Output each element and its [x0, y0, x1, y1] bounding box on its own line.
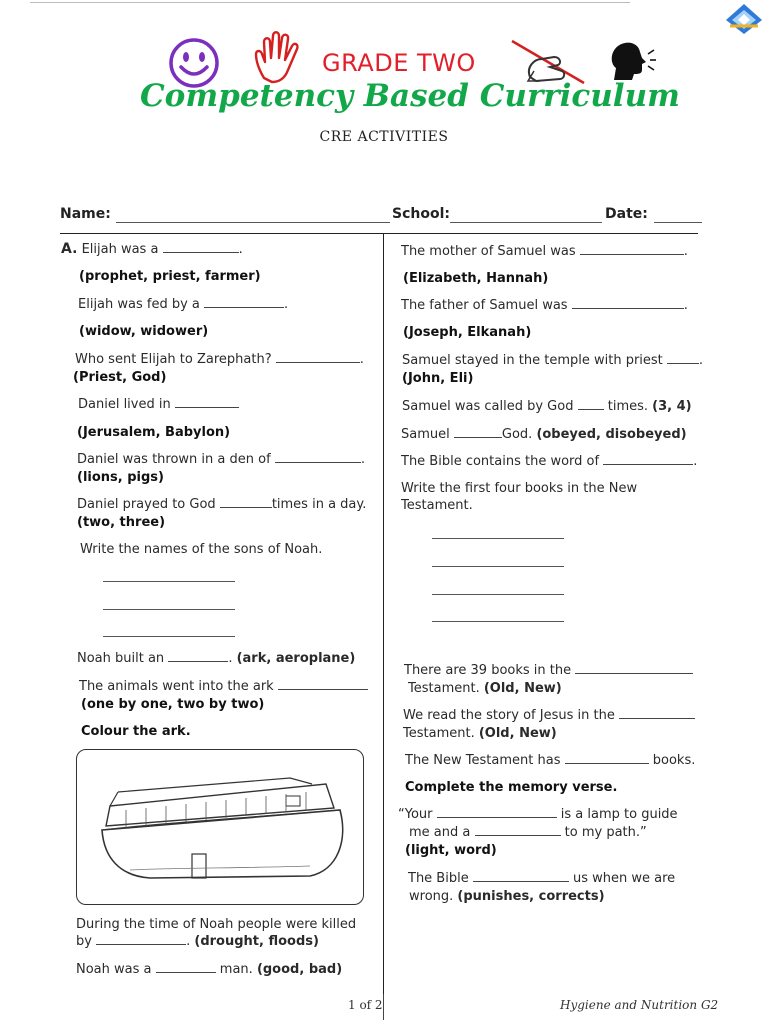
school-label: School: [392, 206, 450, 222]
right-q10: The New Testament has books. [405, 753, 696, 768]
page-number: 1 of 2 [348, 998, 383, 1012]
right-q6: The Bible contains the word of . [401, 454, 698, 469]
right-q13: The Bible us when we are [408, 871, 676, 886]
left-q1: A. Elijah was a . [61, 241, 243, 257]
right-q5: Samuel God. (obeyed, disobeyed) [401, 427, 687, 442]
right-q12-line2: me and a to my path.” [409, 825, 647, 840]
right-q1: The mother of Samuel was . [401, 244, 688, 259]
right-q11: Complete the memory verse. [405, 780, 618, 795]
noah-son-blank-1[interactable] [103, 581, 235, 582]
right-q12: “Your is a lamp to guide [398, 807, 678, 822]
left-o3: (Priest, God) [73, 370, 167, 385]
left-o4: (Jerusalem, Babylon) [77, 425, 231, 440]
right-q8-line2: Testament. (Old, New) [408, 681, 562, 696]
left-o5: (lions, pigs) [77, 470, 164, 485]
left-q7: Write the names of the sons of Noah. [80, 542, 323, 557]
noah-son-blank-2[interactable] [103, 609, 235, 610]
left-q5: Daniel was thrown in a den of . [77, 452, 365, 467]
left-q10: Colour the ark. [81, 724, 191, 739]
header-rule [60, 233, 698, 234]
right-q7-line2: Testament. [401, 498, 473, 513]
ark-drawing [90, 770, 356, 892]
left-o2: (widow, widower) [79, 324, 209, 339]
grade-title: GRADE TWO [322, 49, 476, 77]
left-q4: Daniel lived in [78, 396, 239, 413]
nt-book-blank-4[interactable] [432, 621, 564, 622]
right-o1: (Elizabeth, Hannah) [403, 271, 549, 286]
right-q2: The father of Samuel was . [401, 298, 688, 313]
footer-divider [383, 994, 384, 1020]
nt-book-blank-3[interactable] [432, 594, 564, 595]
left-q3: Who sent Elijah to Zarephath? . [75, 352, 364, 367]
date-label: Date: [605, 206, 648, 222]
right-q4: Samuel was called by God times. (3, 4) [402, 399, 692, 414]
left-q6: Daniel prayed to God times in a day. [77, 497, 367, 512]
nt-book-blank-2[interactable] [432, 566, 564, 567]
name-label: Name: [60, 206, 111, 222]
right-q3: Samuel stayed in the temple with priest . [402, 353, 704, 368]
name-blank[interactable] [116, 222, 390, 223]
curriculum-title: Competency Based Curriculum [140, 78, 680, 114]
left-q12: Noah was a man. (good, bad) [76, 962, 343, 977]
scan-top-line [30, 2, 630, 3]
right-q13-line2: wrong. (punishes, corrects) [409, 889, 605, 904]
subtitle: CRE ACTIVITIES [319, 129, 449, 145]
left-q11: During the time of Noah people were killed [76, 917, 357, 932]
right-q8: There are 39 books in the [404, 662, 693, 679]
right-o12: (light, word) [405, 843, 497, 858]
left-q8: Noah built an . (ark, aeroplane) [77, 651, 356, 666]
left-q11-line2: by . (drought, floods) [76, 934, 319, 949]
right-q9-line2: Testament. (Old, New) [403, 726, 557, 741]
left-q2: Elijah was fed by a . [78, 297, 289, 312]
left-o9: (one by one, two by two) [81, 697, 265, 712]
right-o3: (John, Eli) [402, 371, 474, 386]
right-q9: We read the story of Jesus in the [403, 707, 695, 724]
left-o6: (two, three) [77, 515, 166, 530]
left-q9: The animals went into the ark [79, 678, 368, 695]
left-o1: (prophet, priest, farmer) [79, 269, 261, 284]
noah-son-blank-3[interactable] [103, 636, 235, 637]
date-blank[interactable] [654, 222, 702, 223]
right-o2: (Joseph, Elkanah) [403, 325, 532, 340]
right-q7: Write the first four books in the New [401, 481, 638, 496]
school-blank[interactable] [450, 222, 602, 223]
nt-book-blank-1[interactable] [432, 538, 564, 539]
logo-icon [724, 2, 764, 36]
column-divider [383, 234, 384, 994]
footer-subject: Hygiene and Nutrition G2 [560, 998, 719, 1012]
